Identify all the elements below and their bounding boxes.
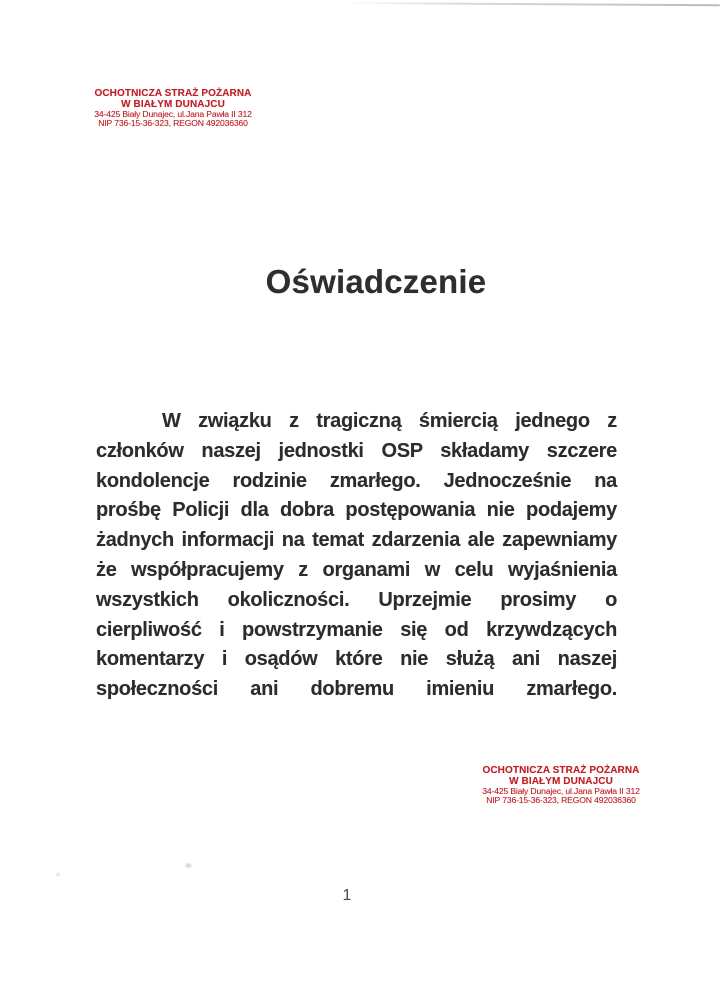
document-title: Oświadczenie bbox=[265, 263, 487, 300]
org-name-line1: OCHOTNICZA STRAŻ POŻARNA bbox=[94, 88, 252, 99]
statement-line: społeczności ani dobremu imieniu zmarłego. bbox=[96, 678, 617, 701]
letterhead-stamp-top bbox=[78, 88, 268, 127]
org-registry: NIP 736-15-36-323, REGON 492036360 bbox=[98, 117, 248, 128]
org-registry: NIP 736-15-36-323, REGON 492036360 bbox=[486, 794, 636, 805]
statement-line: cierpliwość i powstrzymanie się od krzywdzących bbox=[96, 618, 617, 641]
scan-artifact-speck bbox=[184, 862, 193, 869]
statement-line: prośbę Policji dla dobra postępowania nie podajemy bbox=[96, 499, 617, 522]
page-number: 1 bbox=[342, 887, 352, 904]
org-name-line2: W BIAŁYM DUNAJCU bbox=[121, 99, 225, 110]
statement-line: komentarzy i osądów które nie służą ani naszej bbox=[96, 648, 617, 671]
statement-line: żadnych informacji na temat zdarzenia ale zapewniamy bbox=[96, 529, 617, 552]
statement-line: kondolencje rodzinie zmarłego. Jednocześnie na bbox=[96, 469, 617, 492]
scan-artifact-speck bbox=[55, 872, 61, 877]
org-name-line2: W BIAŁYM DUNAJCU bbox=[509, 776, 613, 787]
statement-line: wszystkich okoliczności. Uprzejmie prosimy o bbox=[96, 588, 617, 611]
statement-paragraph bbox=[96, 407, 617, 705]
org-name-line1: OCHOTNICZA STRAŻ POŻARNA bbox=[482, 765, 640, 776]
org-address: 34-425 Biały Dunajec, ul.Jana Pawła II 312 bbox=[94, 109, 252, 119]
statement-line: członków naszej jednostki OSP składamy szczere bbox=[96, 439, 617, 462]
scan-artifact-scratch bbox=[346, 2, 720, 6]
statement-line: że współpracujemy z organami w celu wyjaśnienia bbox=[96, 558, 617, 581]
letterhead-stamp-bottom bbox=[466, 765, 656, 804]
org-address: 34-425 Biały Dunajec, ul.Jana Pawła II 312 bbox=[482, 786, 640, 796]
statement-line: W związku z tragiczną śmiercią jednego z bbox=[162, 410, 617, 432]
